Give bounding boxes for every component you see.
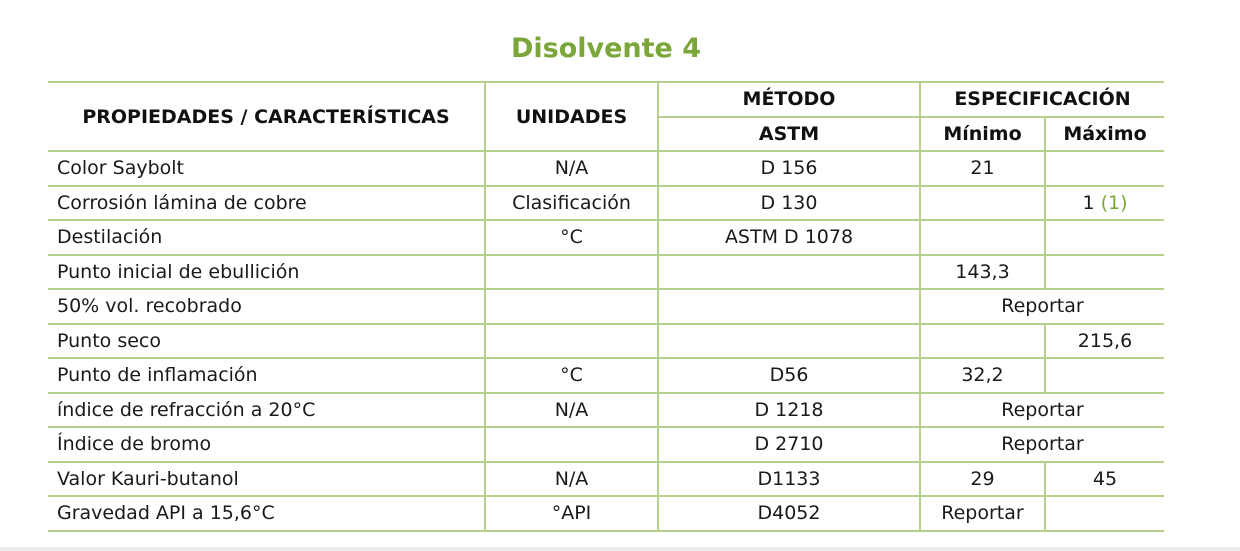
property-cell: Valor Kauri-butanol	[48, 462, 485, 497]
units-cell: N/A	[485, 462, 658, 497]
units-cell	[485, 427, 658, 462]
property-cell: Punto de inflamación	[48, 358, 485, 393]
table-row	[48, 324, 1164, 359]
method-cell: D1133	[658, 462, 920, 497]
table-row	[48, 393, 1164, 428]
header-specification: ESPECIFICACIÓN	[920, 82, 1164, 117]
method-cell	[658, 289, 920, 324]
property-cell: Índice de bromo	[48, 427, 485, 462]
method-cell: D 156	[658, 151, 920, 186]
method-cell: D56	[658, 358, 920, 393]
units-cell: °C	[485, 220, 658, 255]
max-cell: 45	[1045, 462, 1164, 497]
min-cell: 143,3	[920, 255, 1045, 290]
max-cell	[1045, 496, 1164, 531]
min-cell: 29	[920, 462, 1045, 497]
units-cell	[485, 255, 658, 290]
specification-cell: Reportar	[920, 427, 1164, 462]
table-row	[48, 496, 1164, 531]
method-cell: D4052	[658, 496, 920, 531]
property-cell: Color Saybolt	[48, 151, 485, 186]
specification-cell: Reportar	[920, 393, 1164, 428]
property-cell: Destilación	[48, 220, 485, 255]
property-cell: Corrosión lámina de cobre	[48, 186, 485, 221]
max-cell	[1045, 358, 1164, 393]
max-cell: 215,6	[1045, 324, 1164, 359]
table-row	[48, 151, 1164, 186]
max-cell	[1045, 255, 1164, 290]
property-cell: 50% vol. recobrado	[48, 289, 485, 324]
min-cell: 32,2	[920, 358, 1045, 393]
header-max: Máximo	[1045, 117, 1164, 152]
units-cell	[485, 324, 658, 359]
min-cell	[920, 186, 1045, 221]
units-cell: °API	[485, 496, 658, 531]
property-cell: índice de refracción a 20°C	[48, 393, 485, 428]
header-method: MÉTODO	[658, 82, 920, 117]
table-row	[48, 358, 1164, 393]
min-cell	[920, 220, 1045, 255]
property-cell: Gravedad API a 15,6°C	[48, 496, 485, 531]
table-row	[48, 220, 1164, 255]
property-cell: Punto seco	[48, 324, 485, 359]
method-cell: D 130	[658, 186, 920, 221]
table-row	[48, 289, 1164, 324]
method-cell: D 2710	[658, 427, 920, 462]
units-cell	[485, 289, 658, 324]
specifications-table	[48, 81, 1164, 532]
units-cell: °C	[485, 358, 658, 393]
max-cell	[1045, 220, 1164, 255]
page-title: Disolvente 4	[510, 33, 702, 64]
method-cell	[658, 255, 920, 290]
page-bottom-divider	[0, 547, 1240, 551]
header-min: Mínimo	[920, 117, 1045, 152]
min-cell	[920, 324, 1045, 359]
specification-cell: Reportar	[920, 289, 1164, 324]
footnote-reference: (1)	[1100, 191, 1128, 214]
table-row	[48, 255, 1164, 290]
units-cell: N/A	[485, 151, 658, 186]
table-header-row	[48, 82, 1164, 117]
property-cell: Punto inicial de ebullición	[48, 255, 485, 290]
max-cell	[1045, 151, 1164, 186]
max-cell	[1045, 186, 1164, 221]
header-units: UNIDADES	[485, 82, 658, 151]
header-method-astm: ASTM	[658, 117, 920, 152]
header-properties: PROPIEDADES / CARACTERÍSTICAS	[48, 82, 485, 151]
table-row	[48, 427, 1164, 462]
method-cell: ASTM D 1078	[658, 220, 920, 255]
method-cell: D 1218	[658, 393, 920, 428]
units-cell: Clasificación	[485, 186, 658, 221]
table-row	[48, 186, 1164, 221]
method-cell	[658, 324, 920, 359]
min-cell: 21	[920, 151, 1045, 186]
units-cell: N/A	[485, 393, 658, 428]
table-row	[48, 462, 1164, 497]
max-value: 1	[1082, 191, 1095, 214]
min-cell: Reportar	[920, 496, 1045, 531]
